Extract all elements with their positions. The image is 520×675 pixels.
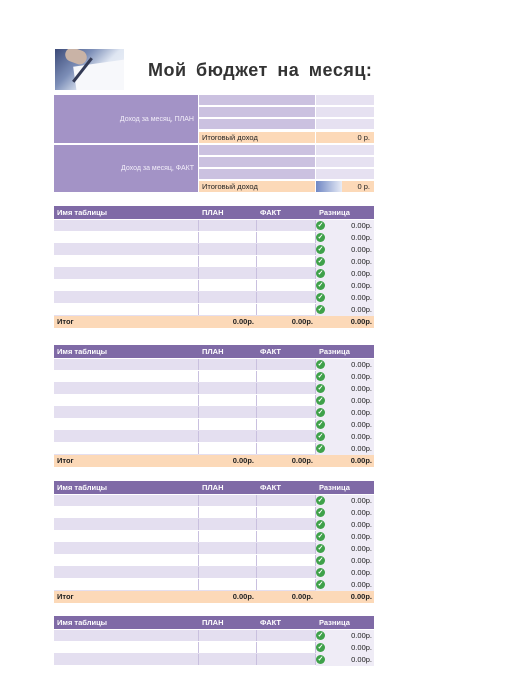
table-row[interactable] <box>54 371 374 383</box>
diff-value: 0.00р. <box>351 556 372 565</box>
table-row[interactable] <box>54 395 374 407</box>
col-header-plan: ПЛАН <box>202 618 224 627</box>
check-circle-icon: ✓ <box>317 644 324 651</box>
diff-value: 0.00р. <box>351 408 372 417</box>
table-row[interactable] <box>54 519 374 531</box>
income-fact-cell[interactable] <box>199 145 315 156</box>
check-circle-icon: ✓ <box>317 632 324 639</box>
table-row[interactable] <box>54 507 374 519</box>
check-circle-icon: ✓ <box>317 385 324 392</box>
income-fact-gradient-bar <box>316 181 342 192</box>
check-circle-icon: ✓ <box>317 521 324 528</box>
check-circle-icon: ✓ <box>317 361 324 368</box>
table-total-row <box>54 591 374 603</box>
check-circle-icon: ✓ <box>317 294 324 301</box>
table-header <box>54 616 374 629</box>
check-circle-icon: ✓ <box>317 373 324 380</box>
check-circle-icon: ✓ <box>317 557 324 564</box>
check-circle-icon: ✓ <box>317 234 324 241</box>
check-circle-icon: ✓ <box>317 497 324 504</box>
col-header-name: Имя таблицы <box>57 208 108 217</box>
table-header <box>54 206 374 219</box>
income-plan-value-cell[interactable] <box>316 107 374 118</box>
income-plan-cell[interactable] <box>199 95 315 106</box>
col-header-plan: ПЛАН <box>202 208 224 217</box>
table-row[interactable] <box>54 268 374 280</box>
diff-value: 0.00р. <box>351 233 372 242</box>
col-header-name: Имя таблицы <box>57 483 108 492</box>
income-plan-cell[interactable] <box>199 107 315 118</box>
check-circle-icon: ✓ <box>317 258 324 265</box>
diff-value: 0.00р. <box>351 305 372 314</box>
total-label: Итог <box>57 592 74 601</box>
col-header-name: Имя таблицы <box>57 347 108 356</box>
income-plan-total-value: 0 р. <box>316 132 374 143</box>
income-plan-total-label: Итоговый доход <box>199 132 315 143</box>
diff-value: 0.00р. <box>351 432 372 441</box>
col-header-fact: ФАКТ <box>260 618 281 627</box>
total-plan: 0.00р. <box>232 592 254 601</box>
diff-value: 0.00р. <box>351 520 372 529</box>
check-circle-icon: ✓ <box>317 509 324 516</box>
table-row[interactable] <box>54 304 374 316</box>
col-header-diff: Разница <box>319 208 350 217</box>
table-row[interactable] <box>54 431 374 443</box>
table-row[interactable] <box>54 419 374 431</box>
table-row[interactable] <box>54 654 374 666</box>
table-row[interactable] <box>54 232 374 244</box>
total-plan: 0.00р. <box>232 317 254 326</box>
total-diff: 0.00р. <box>350 456 372 465</box>
table-row[interactable] <box>54 443 374 455</box>
check-circle-icon: ✓ <box>317 306 324 313</box>
total-diff: 0.00р. <box>350 317 372 326</box>
table-total-row <box>54 316 374 328</box>
page-title: Мой бюджет на месяц: <box>148 60 373 80</box>
check-circle-icon: ✓ <box>317 533 324 540</box>
diff-value: 0.00р. <box>351 245 372 254</box>
table-row[interactable] <box>54 383 374 395</box>
diff-value: 0.00р. <box>351 293 372 302</box>
header-photo <box>55 49 124 90</box>
diff-value: 0.00р. <box>351 532 372 541</box>
col-header-diff: Разница <box>319 483 350 492</box>
total-label: Итог <box>57 456 74 465</box>
check-circle-icon: ✓ <box>317 569 324 576</box>
table-row[interactable] <box>54 244 374 256</box>
diff-value: 0.00р. <box>351 396 372 405</box>
total-plan: 0.00р. <box>232 456 254 465</box>
diff-value: 0.00р. <box>351 420 372 429</box>
income-fact-cell[interactable] <box>199 157 315 168</box>
diff-value: 0.00р. <box>351 444 372 453</box>
diff-value: 0.00р. <box>351 257 372 266</box>
check-circle-icon: ✓ <box>317 656 324 663</box>
col-header-name: Имя таблицы <box>57 618 108 627</box>
diff-value: 0.00р. <box>351 372 372 381</box>
total-fact: 0.00р. <box>291 317 313 326</box>
check-circle-icon: ✓ <box>317 433 324 440</box>
income-fact-total-label: Итоговый доход <box>199 181 315 192</box>
col-header-fact: ФАКТ <box>260 208 281 217</box>
check-circle-icon: ✓ <box>317 246 324 253</box>
table-row[interactable] <box>54 642 374 654</box>
col-header-plan: ПЛАН <box>202 483 224 492</box>
table-row[interactable] <box>54 543 374 555</box>
table-row[interactable] <box>54 280 374 292</box>
table-row[interactable] <box>54 531 374 543</box>
diff-value: 0.00р. <box>351 281 372 290</box>
table-row[interactable] <box>54 495 374 507</box>
table-row[interactable] <box>54 555 374 567</box>
income-plan-value-cell[interactable] <box>316 95 374 106</box>
total-fact: 0.00р. <box>291 456 313 465</box>
diff-value: 0.00р. <box>351 496 372 505</box>
col-header-plan: ПЛАН <box>202 347 224 356</box>
diff-value: 0.00р. <box>351 221 372 230</box>
diff-value: 0.00р. <box>351 544 372 553</box>
diff-value: 0.00р. <box>351 384 372 393</box>
diff-value: 0.00р. <box>351 631 372 640</box>
income-plan-cell[interactable] <box>199 119 315 130</box>
check-circle-icon: ✓ <box>317 581 324 588</box>
table-row[interactable] <box>54 256 374 268</box>
table-header <box>54 481 374 494</box>
col-header-diff: Разница <box>319 347 350 356</box>
check-circle-icon: ✓ <box>317 270 324 277</box>
total-diff: 0.00р. <box>350 592 372 601</box>
income-fact-value-cell[interactable] <box>316 169 374 180</box>
col-header-fact: ФАКТ <box>260 483 281 492</box>
col-header-diff: Разница <box>319 618 350 627</box>
total-fact: 0.00р. <box>291 592 313 601</box>
table-row[interactable] <box>54 359 374 371</box>
income-fact-value-cell[interactable] <box>316 157 374 168</box>
check-circle-icon: ✓ <box>317 545 324 552</box>
check-circle-icon: ✓ <box>317 421 324 428</box>
table-total-row <box>54 455 374 467</box>
income-plan-label: Доход за месяц, ПЛАН <box>54 95 198 143</box>
income-fact-label: Доход за месяц, ФАКТ <box>54 145 198 192</box>
table-row[interactable] <box>54 407 374 419</box>
col-header-fact: ФАКТ <box>260 347 281 356</box>
table-row[interactable] <box>54 630 374 642</box>
diff-value: 0.00р. <box>351 269 372 278</box>
diff-value: 0.00р. <box>351 360 372 369</box>
total-label: Итог <box>57 317 74 326</box>
income-plan-value-cell[interactable] <box>316 119 374 130</box>
table-row[interactable] <box>54 567 374 579</box>
diff-value: 0.00р. <box>351 508 372 517</box>
diff-value: 0.00р. <box>351 580 372 589</box>
check-circle-icon: ✓ <box>317 222 324 229</box>
check-circle-icon: ✓ <box>317 282 324 289</box>
check-circle-icon: ✓ <box>317 445 324 452</box>
table-row[interactable] <box>54 292 374 304</box>
table-row[interactable] <box>54 579 374 591</box>
income-fact-total-value: 0 р. <box>316 181 374 192</box>
check-circle-icon: ✓ <box>317 397 324 404</box>
diff-value: 0.00р. <box>351 643 372 652</box>
table-header <box>54 345 374 358</box>
diff-value: 0.00р. <box>351 655 372 664</box>
income-fact-value-cell[interactable] <box>316 145 374 156</box>
check-circle-icon: ✓ <box>317 409 324 416</box>
income-fact-cell[interactable] <box>199 169 315 180</box>
table-row[interactable] <box>54 220 374 232</box>
diff-value: 0.00р. <box>351 568 372 577</box>
